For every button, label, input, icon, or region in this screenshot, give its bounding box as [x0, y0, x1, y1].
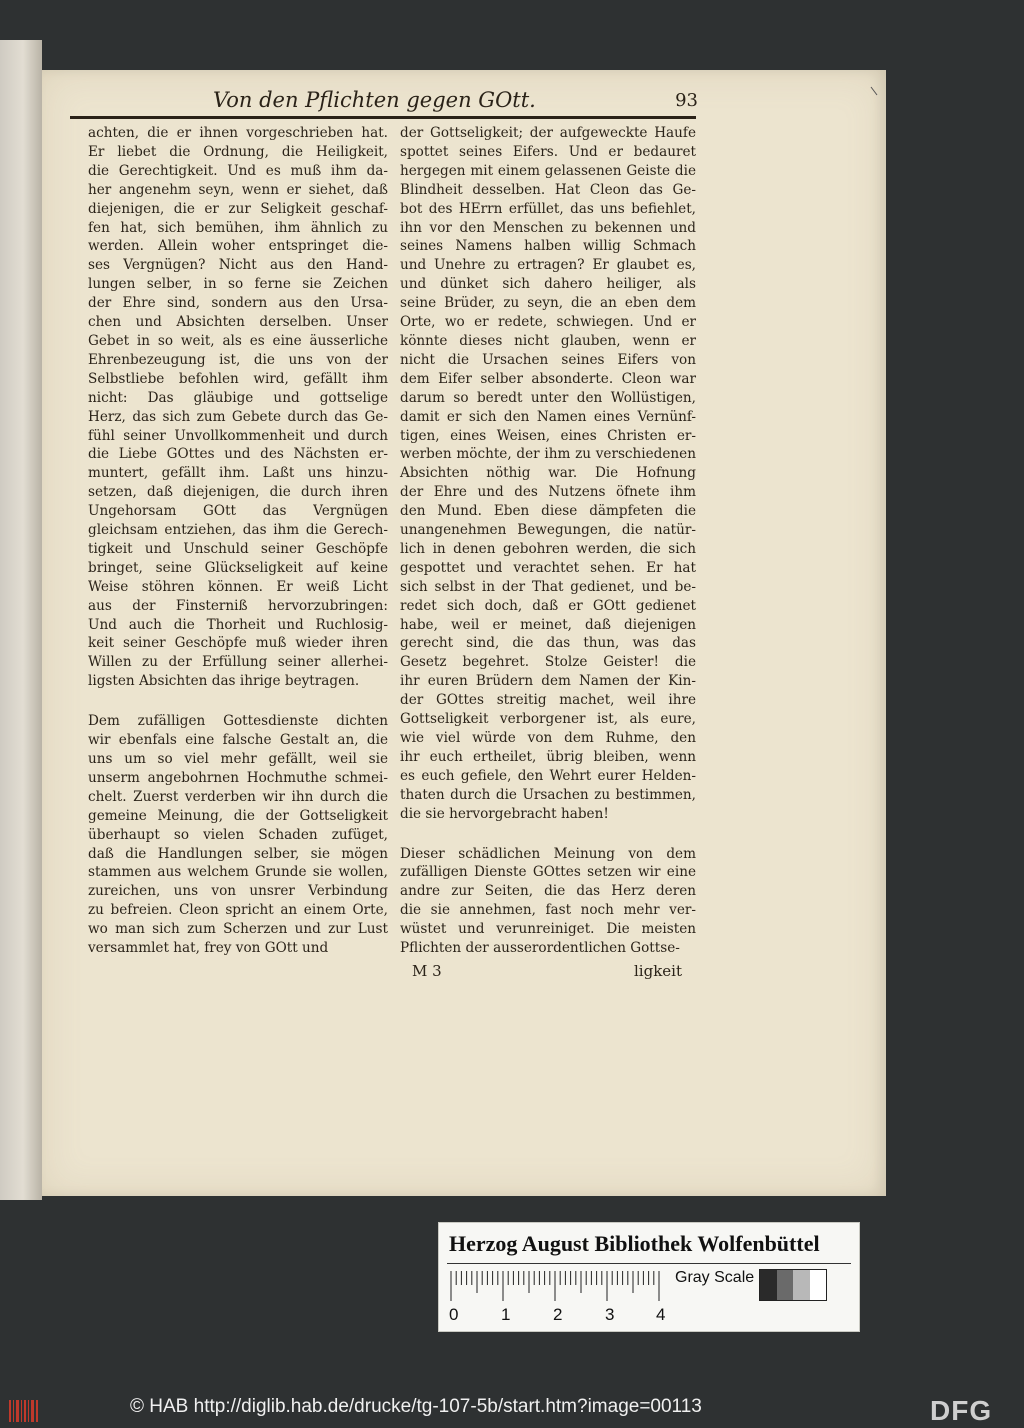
text-line: Ungehorsam GOtt das Vergnügen — [88, 503, 388, 520]
text-line: fen hat, sich bemühen, ihm ähnlich zu — [88, 219, 388, 236]
text-line: tigen, eines Weisen, eines Christen er- — [400, 427, 696, 444]
text-line: chelt. Zuerst verderben wir ihn durch die — [88, 788, 388, 805]
text-line: ihr euren Brüdern dem Namen der Kin- — [400, 673, 696, 690]
text-line: damit er sich den Namen eines Vernünf- — [400, 408, 696, 425]
text-line: ses Vergnügen? Nicht aus den Hand- — [88, 257, 388, 274]
right-paragraph-1 — [400, 124, 696, 824]
text-line: keit seiner Geschöpfe muß wieder ihren — [88, 635, 388, 652]
right-column — [400, 124, 696, 958]
ruler-number: 3 — [605, 1305, 615, 1324]
text-line: fühl seiner Unvollkommenheit und durch — [88, 427, 388, 444]
text-line: ligsten Absichten das ihrige beytragen. — [88, 673, 360, 690]
text-line: andre zur Seiten, die das Herz deren — [400, 883, 696, 900]
ruler-number: 4 — [656, 1305, 666, 1324]
signature-mark: M 3 — [412, 962, 442, 980]
ruler-number: 2 — [553, 1305, 563, 1324]
text-line: Dieser schädlichen Meinung von dem — [400, 845, 696, 862]
text-line: der Gottseligkeit; der aufgeweckte Haufe — [400, 125, 696, 141]
text-line: werden. Allein woher entspringet die- — [88, 238, 388, 255]
text-line: Selbstliebe befohlen wird, gefällt ihm — [88, 370, 388, 387]
left-paragraph-2 — [88, 712, 388, 958]
text-line: wüstet und verunreiniget. Die meisten — [400, 921, 696, 938]
text-line: diejenigen, die er zur Seligkeit geschaf- — [88, 200, 388, 217]
gray-scale-label: Gray Scale — [675, 1269, 755, 1286]
text-line: und dünket sich dahero heiliger, als — [400, 276, 696, 293]
adjacent-page-edge — [0, 40, 42, 1200]
text-line: tigkeit und Unschuld seiner Geschöpfe — [88, 540, 388, 557]
text-line: sich selbst in der That gedienet, und be- — [400, 578, 696, 595]
text-line: nicht die Ursachen seines Eifers von — [400, 351, 696, 368]
text-line: Und auch die Thorheit und Ruchlosig- — [88, 616, 388, 633]
text-line: hergegen mit einem gelassenen Geiste die — [400, 162, 696, 179]
text-line: uns um so viel mehr gefällt, weil sie — [88, 751, 388, 767]
text-line: redet sich doch, daß er GOtt gedienet — [400, 597, 696, 614]
text-line: bringet, seine Glückseligkeit auf keine — [88, 559, 388, 576]
text-line: spottet seines Eifers. Und er bedauret — [400, 143, 696, 160]
text-line: zu befreien. Cleon spricht an einem Orte, — [88, 902, 388, 919]
text-line: der GOttes streitig machet, weil ihre — [400, 692, 696, 709]
running-header — [70, 88, 698, 118]
gray-swatch — [760, 1270, 777, 1300]
text-line: dem Eifer selber absonderte. Cleon war — [400, 370, 696, 387]
text-line: Gesetz begehret. Stolze Geister! die — [400, 654, 696, 671]
text-line: Blindheit desselben. Hat Cleon das Ge- — [400, 181, 696, 198]
text-line: Willen zu der Erfüllung seiner allerhei- — [88, 654, 388, 671]
text-line: achten, die er ihnen vorgeschrieben hat. — [88, 125, 388, 141]
text-line: aus der Finsterniß hervorzubringen: — [88, 597, 388, 614]
text-line: der Ehre und des Nutzens öfnete ihm — [400, 484, 696, 501]
text-line: versammlet hat, frey von GOtt und — [88, 940, 329, 957]
ruler-number: 0 — [449, 1305, 459, 1324]
text-line: Ehrenbezeugung ist, die uns von der — [88, 351, 388, 368]
gray-swatch — [810, 1270, 827, 1300]
text-line: gerecht sind, die das thun, was das — [400, 635, 696, 652]
text-line: darum so beredt unter den Wollüstigen, — [400, 389, 696, 406]
running-title: Von den Pflichten gegen GOtt. — [213, 88, 536, 112]
text-line: her angenehm seyn, wenn er siehet, daß — [88, 181, 388, 198]
gray-swatch — [777, 1270, 794, 1300]
library-scale-card — [438, 1222, 860, 1332]
text-line: den Mund. Eben diese dämpfeten die — [400, 503, 696, 520]
text-line: zufälligen Dienste GOttes setzen wir eine — [400, 864, 696, 881]
text-line: und Unehre zu ertragen? Er glaubet es, — [400, 257, 696, 274]
text-line: nicht: Das gläubige und gottselige — [88, 389, 388, 406]
catchword: ligkeit — [634, 962, 682, 980]
text-line: Dem zufälligen Gottesdienste dichten — [88, 713, 388, 730]
text-line: seines Namens halben willig Schmach — [400, 238, 696, 255]
text-line: bot des HErrn erfüllet, das uns befiehlet, — [400, 200, 696, 217]
text-line: Pflichten der ausserordentlichen Gottse- — [400, 940, 680, 957]
text-line: zureichen, uns von unsrer Verbindung — [88, 883, 388, 900]
barcode-icon — [8, 1398, 40, 1424]
text-line: könnte dieses nicht glauben, wenn er — [400, 332, 696, 349]
text-line: Er liebet die Ordnung, die Heiligkeit, — [88, 143, 388, 160]
text-line: stammen aus welchem Grunde sie wollen, — [88, 864, 388, 881]
copyright-link[interactable]: © HAB http://diglib.hab.de/drucke/tg-107-5b/start.htm?image=00113 — [130, 1396, 702, 1417]
text-line: Herz, das sich zum Gebete durch das Ge- — [88, 408, 388, 425]
card-divider — [447, 1263, 851, 1264]
text-line: unangenehmen Bewegungen, die natür- — [400, 522, 696, 539]
dfg-logo: DFG — [930, 1395, 993, 1426]
page-corner-mark — [870, 86, 878, 96]
text-line: wie viel würde von dem Ruhme, den — [400, 730, 696, 746]
text-line: habe, weil er meinet, daß diejenigen — [400, 616, 696, 633]
gray-swatch — [793, 1270, 810, 1300]
page-number: 93 — [675, 90, 698, 111]
gray-scale-swatches — [759, 1269, 827, 1301]
ruler-scale — [449, 1269, 661, 1303]
text-line: überhaupt so vielen Schaden zufüget, — [88, 826, 388, 843]
text-line: Weise stöhren können. Er weiß Licht — [88, 578, 388, 595]
text-line: setzen, daß diejenigen, die durch ihren — [88, 484, 388, 501]
text-line: die Liebe GOttes und des Nächsten er- — [88, 446, 388, 463]
text-line: thaten durch die Ursachen zu bestimmen, — [400, 786, 696, 803]
left-column — [88, 124, 388, 958]
text-line: gespottet und verachtet sehen. Er hat — [400, 559, 696, 576]
header-rule — [70, 116, 696, 119]
text-line: ihn vor den Menschen zu bekennen und — [400, 219, 696, 236]
text-line: wir ebenfals eine falsche Gestalt an, die — [88, 732, 388, 749]
text-line: Gebet in so weit, als es eine äusserliche — [88, 332, 388, 349]
text-line: gleichsam entziehen, das ihm die Gerech- — [88, 522, 388, 539]
text-line: der Ehre sind, sondern aus den Ursa- — [88, 295, 388, 312]
text-line: Gottseligkeit verborgener ist, als eure, — [400, 711, 696, 728]
library-name: Herzog August Bibliothek Wolfenbüttel — [449, 1231, 820, 1256]
text-line: unserm angebohrnen Hochmuthe schmei- — [88, 769, 388, 786]
text-line: lungen selber, in so ferne sie Zeichen — [88, 276, 388, 293]
text-line: seine Brüder, zu seyn, die an eben dem — [400, 295, 696, 312]
text-line: ihr euch ertheilet, übrig bleiben, wenn — [400, 748, 696, 765]
text-line: gemeine Meinung, die der Gottseligkeit — [88, 807, 388, 824]
text-line: wo man sich zum Scherzen und zur Lust — [88, 921, 388, 938]
text-line: lich in denen gebohren werden, die sich — [400, 540, 696, 557]
text-line: chen und Absichten derselben. Unser — [88, 314, 388, 331]
text-line: die Gerechtigkeit. Und es muß ihm da- — [88, 162, 388, 179]
left-paragraph-1 — [88, 124, 388, 691]
text-line: werben möchte, der ihm zu verschiedenen — [400, 446, 696, 463]
ruler-number: 1 — [501, 1305, 511, 1324]
bottom-bar — [0, 1392, 1024, 1428]
text-line: daß die Handlungen selber, sie mögen — [88, 845, 388, 862]
text-line: es euch gefiele, den Wehrt eurer Helden- — [400, 767, 696, 784]
text-line: Absichten nöthig war. Die Hofnung — [400, 465, 696, 482]
text-line: die sie annehmen, fast noch mehr ver- — [400, 902, 696, 919]
text-line: muntert, gefällt ihm. Laßt uns hinzu- — [88, 465, 388, 482]
right-paragraph-2 — [400, 845, 696, 958]
text-line: Orte, wo er redete, schwiegen. Und er — [400, 314, 696, 331]
text-line: die sie hervorgebracht haben! — [400, 805, 609, 822]
